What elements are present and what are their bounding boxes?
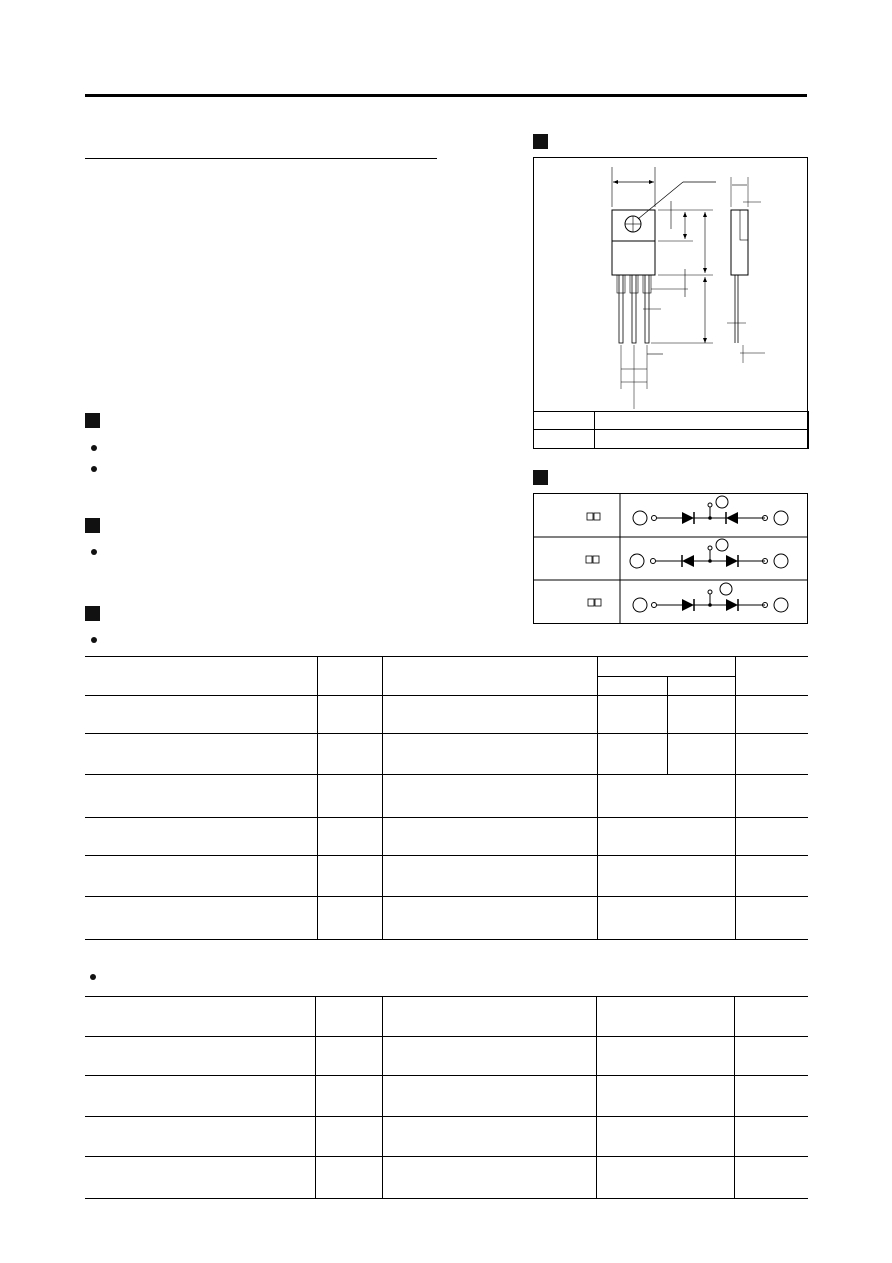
- features-bullet-2: [91, 466, 97, 472]
- schematic-table: [533, 493, 808, 624]
- schematic-section-marker: [533, 470, 548, 485]
- ratings-table: [85, 656, 808, 941]
- package-section-marker: [533, 134, 548, 149]
- characteristics-bullet: [90, 974, 96, 980]
- title-underline: [85, 158, 437, 159]
- package-info-col-divider: [594, 412, 595, 448]
- characteristics-table: [85, 996, 808, 1200]
- package-info-rows: [533, 411, 809, 449]
- package-info-row-divider: [534, 429, 808, 430]
- header-rule: [85, 94, 807, 97]
- applications-section-marker: [85, 518, 100, 533]
- ratings-section-marker: [85, 606, 100, 621]
- features-bullet-1: [91, 445, 97, 451]
- package-outline-drawing: [533, 157, 808, 449]
- features-section-marker: [85, 413, 100, 428]
- ratings-bullet-1: [91, 637, 97, 643]
- applications-bullet-1: [91, 549, 97, 555]
